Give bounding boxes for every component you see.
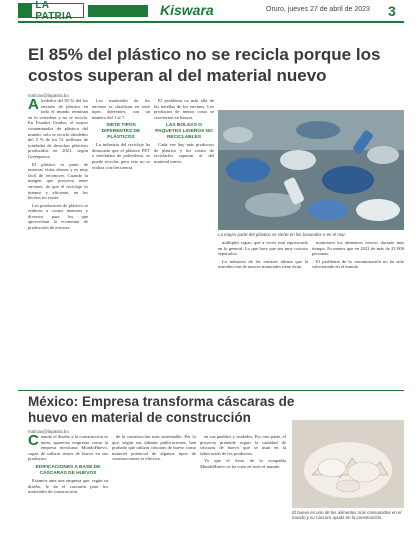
article1-column-3	[154, 98, 214, 388]
plastic-waste-image	[218, 110, 404, 230]
paragraph: La industria del reciclaje ha destacado que el plástico PET o tereftalato de polietileno, se puede reciclar, pero esto no se realiza con frecuencia.	[92, 142, 150, 170]
paragraph: múltiples capas, que a veces está equivocado en lo general. Lo que hace que sea muy costoso separarlos.	[218, 240, 308, 257]
article2-column-3	[200, 434, 286, 534]
header-rule	[18, 21, 404, 23]
paragraph: uando el diseño y la construcción se unen, aparecen empresas como la empresa mexicana MundoHuevo, capaz de utilizar restos de huevo en sus productos.	[28, 434, 108, 462]
subheading: SIETE TIPOS DIFERENTES DE PLÁSTICOS	[101, 123, 141, 140]
subheading: EDIFICACIONES A BASE DE CÁSCARAS DE HUEVOS	[35, 464, 101, 476]
paragraph: Estamos ante una empresa que, según su diseño, le da el cascarón para los materiales de construcción.	[28, 478, 108, 495]
page-number: 3	[388, 3, 396, 19]
paragraph: en sus pueblos y ciudades. Por otro parte, el proyecto pretende seguir la cantidad de cáscaras de huevo que se usan en la fabricación de los productos.	[200, 434, 286, 456]
paragraph: de la construcción más sustentable. Por lo que, según sus últimas publicaciones, han probado que utilizar cáscaras de huevo como material potencial de algunos tipos de construcciones es efectivo.	[112, 434, 196, 462]
paragraph: Ya que el éxito de la compañía MundoHuevo se ha visto en todo el mundo.	[200, 458, 286, 469]
eggshell-image	[292, 420, 404, 508]
issue-date: Oruro, jueves 27 de abril de 2023	[266, 6, 370, 13]
paragraph: monitoreo los alimentos frescos durante más tiempo. Es menos que en 2022 de más de 23 000 personas.	[312, 240, 404, 257]
paragraph: El problema de la contaminación no ha sido solucionado en el mundo.	[312, 258, 404, 270]
header-bar	[88, 5, 148, 17]
logo-text: LA PATRIA	[35, 0, 73, 22]
article2-byline: noticias@lapatria.bo	[28, 429, 69, 434]
subheading: LAS BOLSAS O PAQUETES LIGEROS NO RECICLABLES	[155, 123, 213, 140]
article2-column-1	[28, 434, 108, 534]
article1-headline: El 85% del plástico no se recicla porque los costos superan al del material nuevo	[28, 45, 381, 85]
dropcap: A	[28, 98, 39, 113]
photo-caption: La mayor parte del plástico se vierte en los basurales o en el mar.	[218, 232, 346, 237]
article1-column-6	[312, 240, 404, 388]
plastic-waste-photo	[218, 110, 404, 230]
dropcap: C	[28, 434, 39, 449]
logo-mark-icon	[19, 4, 32, 17]
article1-byline: noticias@lapatria.bo	[28, 93, 69, 98]
paragraph: Los materiales de los envases se clasifican en siete tipos diferentes, con un número del 1 al 7.	[92, 98, 150, 120]
section-name: Kiswara	[160, 2, 214, 18]
article1-column-5	[218, 240, 308, 388]
paragraph: El plástico es parte de nuestras vidas diarias y es muy fácil de reconocer. Cuando la imagen que proyecta tener envases, de que el reciclaje es intenso y eficiente, en los hechos no existe.	[28, 161, 88, 201]
newspaper-logo[interactable]	[18, 0, 84, 22]
eggshell-photo	[292, 420, 404, 508]
article2-column-2	[112, 434, 196, 534]
article1-column-1	[28, 98, 88, 388]
paragraph: Cada vez hay más productos de plástico y los costos de reciclarlos superan al del material nuevo.	[154, 142, 214, 164]
article-divider	[18, 390, 404, 391]
article2-headline: México: Empresa transforma cáscaras de huevo en material de construcción	[28, 394, 295, 425]
paragraph: El problema va más allá de las botellas de los envases. Los productos de menor costo se convierten en basura.	[154, 98, 214, 120]
article1-column-2	[92, 98, 150, 388]
paragraph: Los productores de plástico se reducen a costos menores y diversos para los que aprovechan la economía de producción de envases.	[28, 202, 88, 231]
photo-caption: El huevo es uno de los alimentos más consumidos en el mundo y su cáscara ayuda en la construcción.	[292, 510, 402, 520]
paragraph: La industria de los envases afirma que la introducción de nuevos materiales tiene éxito.	[218, 258, 308, 270]
paragraph: lrededor del 85 % del los envases de plástico en todo el mundo terminan en la vertedera y no se recicla. En Estados Unidos, el mayor contaminador de plástico del mundo, solo se recicló alrededor del 5 % de los 51 millones de toneladas de desechos plásticos producidos en 2021, según Greenpeace.	[28, 98, 88, 159]
page-header	[0, 0, 420, 22]
